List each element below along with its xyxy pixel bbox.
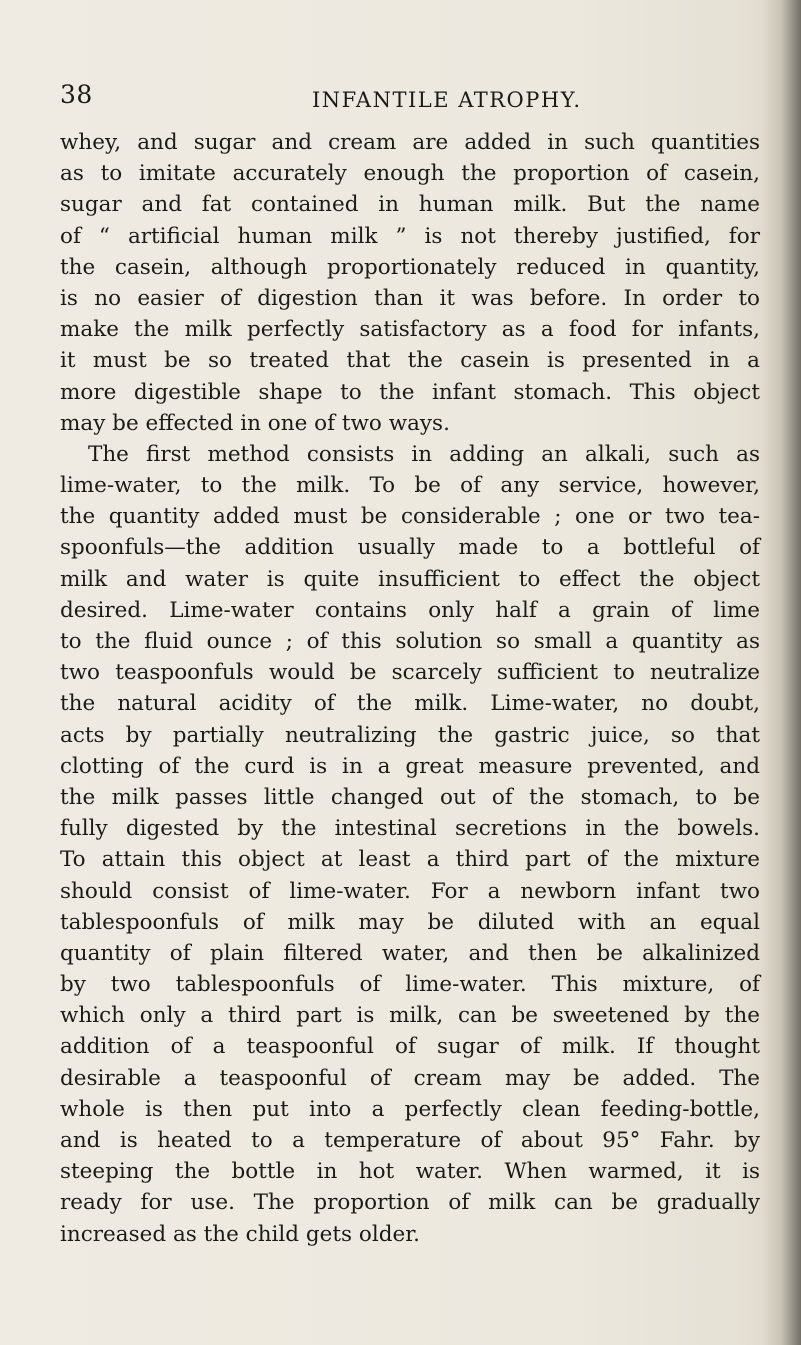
text-line: The first method consists in adding an alkali, such as bbox=[88, 441, 760, 467]
text-line: desired. Lime-water contains only half a grain of lime bbox=[60, 597, 760, 623]
text-line: and is heated to a temperature of about 95° Fahr. by bbox=[60, 1128, 760, 1153]
text-line: the quantity added must be considerable ; one or two tea- bbox=[60, 504, 760, 530]
text-line: to the fluid ounce ; of this solution so small a quantity as bbox=[60, 629, 760, 654]
text-line: make the milk perfectly satisfactory as a food for infants, bbox=[60, 317, 760, 343]
text-line: is no easier of digestion than it was before. In order to bbox=[60, 285, 760, 311]
page-number: 38 bbox=[60, 80, 93, 109]
text-line: should consist of lime-water. For a newborn infant two bbox=[60, 878, 760, 904]
text-line: which only a third part is milk, can be sweetened by the bbox=[60, 1003, 760, 1029]
text-line: quantity of plain filtered water, and then be alkalinized bbox=[60, 940, 760, 966]
body-text bbox=[60, 127, 760, 1250]
text-line: acts by partially neutralizing the gastric juice, so that bbox=[60, 722, 760, 748]
text-line: lime-water, to the milk. To be of any service, however, bbox=[60, 473, 760, 499]
text-line: the casein, although proportionately reduced in quantity, bbox=[60, 254, 760, 280]
text-line: whole is then put into a perfectly clean feeding-bottle, bbox=[60, 1096, 760, 1122]
text-line: steeping the bottle in hot water. When warmed, it is bbox=[60, 1159, 760, 1185]
text-line: of “ artificial human milk ” is not thereby justified, for bbox=[60, 223, 760, 249]
text-line: To attain this object at least a third part of the mixture bbox=[60, 847, 760, 873]
text-line: the milk passes little changed out of the stomach, to be bbox=[60, 784, 760, 810]
text-line: milk and water is quite insufficient to effect the object bbox=[60, 566, 760, 592]
text-line: more digestible shape to the infant stomach. This object bbox=[60, 379, 760, 405]
text-line: clotting of the curd is in a great measure prevented, and bbox=[60, 753, 760, 779]
text-line: fully digested by the intestinal secretions in the bowels. bbox=[60, 816, 760, 842]
text-line: increased as the child gets older. bbox=[60, 1221, 420, 1247]
text-line: as to imitate accurately enough the proportion of casein, bbox=[60, 161, 760, 187]
text-line: by two tablespoonfuls of lime-water. This mixture, of bbox=[60, 972, 760, 998]
running-title: INFANTILE ATROPHY. bbox=[312, 88, 582, 112]
text-line: desirable a teaspoonful of cream may be added. The bbox=[60, 1065, 760, 1091]
text-line: whey, and sugar and cream are added in such quantities bbox=[60, 130, 760, 155]
text-line: ready for use. The proportion of milk can be gradually bbox=[60, 1190, 760, 1216]
text-line: the natural acidity of the milk. Lime-water, no doubt, bbox=[60, 691, 760, 717]
page-edge-shadow bbox=[761, 0, 801, 1345]
text-line: may be effected in one of two ways. bbox=[60, 410, 450, 436]
text-line: addition of a teaspoonful of sugar of milk. If thought bbox=[60, 1034, 760, 1060]
text-line: spoonfuls—the addition usually made to a bottleful of bbox=[60, 535, 760, 561]
text-line: tablespoonfuls of milk may be diluted with an equal bbox=[60, 909, 760, 935]
text-line: it must be so treated that the casein is presented in a bbox=[60, 348, 760, 374]
text-line: sugar and fat contained in human milk. But the name bbox=[60, 192, 760, 218]
text-line: two teaspoonfuls would be scarcely sufficient to neutralize bbox=[60, 660, 760, 686]
